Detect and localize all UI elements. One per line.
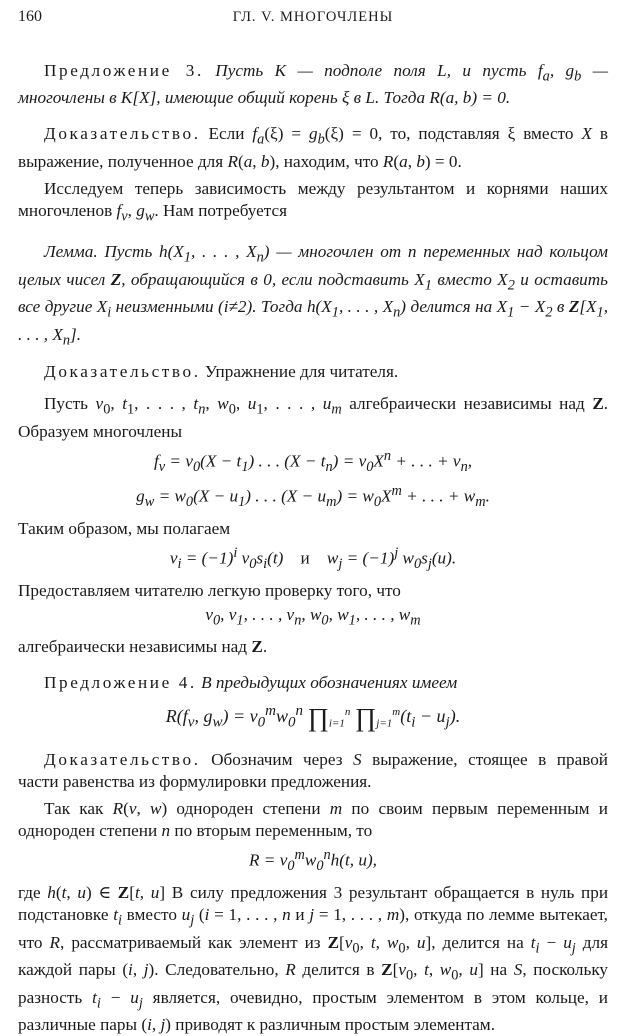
equation-gw: $g_w = w_0(X - u_1)$ . . . $(X - u_m) = w_0X^m$ + . . . + $w_m$. xyxy=(136,482,490,510)
equation-vi-wj: $v_i = (-1)^i$ $v_0s_i(t)$ и $w_j = (-1)^j$ $w_0s_j(u)$. xyxy=(169,544,457,573)
proof-2: Доказательство. Упражнение для читателя. xyxy=(44,362,399,382)
page-header xyxy=(18,8,608,30)
product-symbol: ∏ xyxy=(307,703,329,733)
page-body xyxy=(18,60,608,1036)
page-number: 160 xyxy=(18,8,42,25)
paragraph-independent: алгебраически независимы над Z. xyxy=(18,637,268,657)
equation-resultant: $R(f_v$, $g_w) = v_0^mw_0^n$ $\prod_{i=1}^n$ $\prod_{j=1}^m(t_i - u_j)$. xyxy=(165,703,461,733)
paragraph-final: где h(t, u) ∈ Z[t, u] В силу предложения 3 результант обращается в нуль при подстановке $t_i$ вместо $u_j$ (i = 1, . . . , n и j = 1, . . . , m), откуда по лемме вытекает, что R, рассматриваемый как элемент из $Z[v_0$, t, $w_0$, u], делится на $t_i - u_j$ для каждой пары (i, j). Следовательно, R делится в $Z[v_0$, t, $w_0$, u] на S, поскольку разность $t_i - u_j$ является, очевидно, простым элементом в этом кольце, и различные пары (i, j) приводят к различным простым элементам. xyxy=(18,883,609,1034)
running-head: ГЛ. V. МНОГОЧЛЕНЫ xyxy=(232,9,394,25)
paragraph-homogeneous: Так как R(v, w) однороден степени m по своим первым переменным и однороден степени n по вторым переменным, то xyxy=(18,799,608,841)
equation-variables: $v_0$, $v_1$, . . . , $v_n$, $w_0$, $w_1$, . . . , $w_m$ xyxy=(205,605,421,629)
paragraph-thus: Таким образом, мы полагаем xyxy=(18,518,231,538)
equation-fv: $f_v = v_0(X - t_1)$ . . . $(X - t_n) = v_0X^n$ + . . . + $v_n$, xyxy=(153,447,473,475)
proposition-4: Предложение 4. В предыдущих обозначениях имеем xyxy=(44,673,458,693)
proof-1: Доказательство. Если $f_a(\xi) = g_b(\xi) = 0$, то, подставляя ξ вместо X в выражение, полученное для R(a, b), находим, что R(a, b) = 0. xyxy=(18,124,608,171)
paragraph-dependence: Исследуем теперь зависимость между результантом и корнями наших многочленов $f_v$, $g_w$. Нам потребуется xyxy=(18,178,608,225)
equation-R: $R = v_0^mw_0^nh(t$, u), xyxy=(249,847,377,875)
product-symbol: ∏ xyxy=(354,703,377,733)
proof-3: Доказательство. Обозначим через S выражение, стоящее в правой части равенства из формулировки предложения. xyxy=(18,750,608,792)
proposition-3: Предложение 3. Пусть K — подполе поля L, и пусть $f_a$, $g_b$ — многочлены в K[X], имеющие общий корень ξ в L. Тогда R(a, b) = 0. xyxy=(18,61,608,108)
lemma: Лемма. Пусть $h(X_1$, . . . , $X_n$) — многочлен от n переменных над кольцом целых чисел Z, обращающийся в 0, если подставить $X_1$ вместо $X_2$ и оставить все другие $X_i$ неизменными (i≠2). Тогда $h(X_1$, . . . , $X_n$) делится на $X_1 - X_2$ в $Z[X_1$, . . . , $X_n$]. xyxy=(18,242,609,349)
paragraph-let: Пусть $v_0$, $t_1$, . . . , $t_n$, $w_0$, $u_1$, . . . , $u_m$ алгебраически независимы над Z. Образуем многочлены xyxy=(18,394,609,441)
paragraph-check: Предоставляем читателю легкую проверку того, что xyxy=(18,581,401,601)
